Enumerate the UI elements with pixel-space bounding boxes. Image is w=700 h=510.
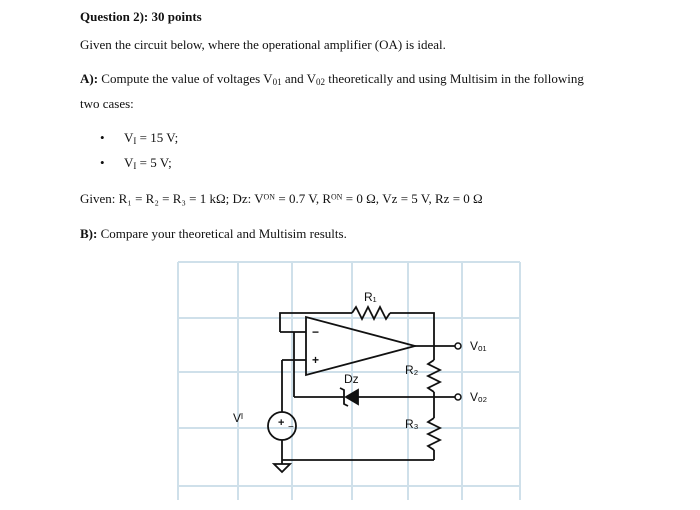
ground-icon (274, 464, 290, 472)
intro-text: Given the circuit below, where the operational amplifier (OA) is ideal. (80, 37, 446, 52)
question-title: Question 2): 30 points (80, 9, 202, 24)
part-a-end: theoretically and using Multisim in the following (325, 71, 584, 86)
case-2: $V_I = 5$ V; (124, 155, 172, 171)
bullet-icon: • (100, 155, 105, 170)
vo2-terminal (455, 394, 461, 400)
part-a-line2: two cases: (80, 96, 134, 111)
r3-resistor (428, 418, 440, 450)
given-text: Given: R₁ = R₂ = R₃ = 1 kΩ; Dᴢ: Vᴼᴺ = 0.7 V, Rᴼᴺ = 0 Ω, Vᴢ = 5 V, Rᴢ = 0 Ω (80, 191, 483, 206)
source-minus: − (288, 422, 294, 433)
part-b-label: B): (80, 226, 98, 241)
case-1: $V_I = 15$ V; (124, 130, 179, 146)
r3-label: R₃ (405, 417, 419, 431)
part-a-label: A): (80, 71, 99, 86)
vo1-label: Vₒ₁ (470, 339, 487, 353)
source-plus: + (278, 417, 285, 429)
part-a-text: Compute the value of voltages V (98, 71, 273, 86)
r2-resistor (428, 360, 440, 392)
vo2-sub: 02 (316, 77, 325, 87)
vi-label: Vᴵ (233, 411, 244, 425)
r2-label: R₂ (405, 363, 419, 377)
op-amp (306, 317, 415, 375)
part-a-mid: and V (281, 71, 316, 86)
vo2-label: Vₒ₂ (470, 390, 488, 404)
opamp-plus: + (312, 353, 320, 367)
opamp-minus: − (312, 325, 320, 339)
part-b-text: Compare your theoretical and Multisim results. (97, 226, 347, 241)
r1-label: R₁ (364, 290, 377, 304)
vo1-terminal (455, 343, 461, 349)
vo1-sub: 01 (272, 77, 282, 87)
bullet-icon: • (100, 130, 105, 145)
dz-label: Dᴢ (344, 372, 359, 386)
